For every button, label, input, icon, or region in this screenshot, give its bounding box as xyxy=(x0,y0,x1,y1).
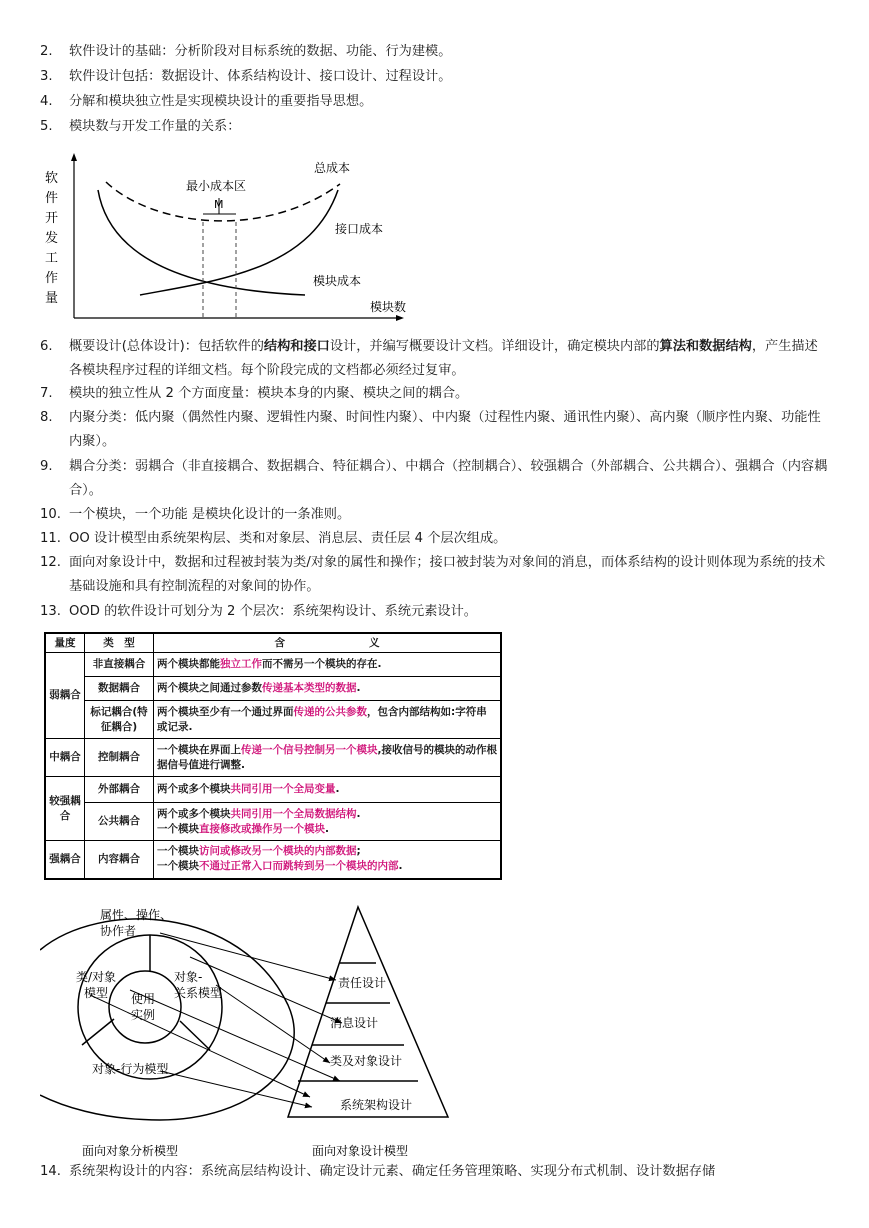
class-obj-label: 类/对象 xyxy=(76,970,117,984)
module-cost-label: 模块成本 xyxy=(313,274,362,288)
interface-cost-curve xyxy=(140,190,338,295)
m-label: M xyxy=(214,198,224,211)
y-label-7: 量 xyxy=(45,291,59,306)
degree-stronger: 较强耦合 xyxy=(45,777,85,841)
y-label-1: 软 xyxy=(45,171,59,186)
attr-label: 属性、操作、 xyxy=(100,908,173,922)
ood-caption: 面向对象设计模型 xyxy=(312,1144,409,1158)
list-item-9: 9. 耦合分类：弱耦合（非直接耦合、数据耦合、特征耦合）、中耦合（控制耦合）、较强耦合（外部耦合、公共耦合）、强耦合（内容耦合）。 xyxy=(40,459,828,498)
y-label-3: 开 xyxy=(45,211,59,226)
coupling-table xyxy=(44,632,502,880)
ooa-caption: 面向对象分析模型 xyxy=(82,1144,179,1158)
resp-design-label: 责任设计 xyxy=(338,976,387,990)
list-item-4: 4. 分解和模块独立性是实现模块设计的重要指导思想。 xyxy=(40,94,373,109)
min-cost-region-label: 最小成本区 xyxy=(186,179,247,193)
table-header-row xyxy=(45,633,501,653)
total-cost-label: 总成本 xyxy=(314,161,351,175)
ooa-ood-diagram xyxy=(40,895,460,1160)
analysis-outer-circle xyxy=(40,919,294,1120)
table-row: 中耦合 控制耦合 一个模块在界面上传递一个信号控制另一个模块,接收信号的模块的动作根据信号值进行调整. xyxy=(45,739,501,777)
list-item-12: 12. 面向对象设计中，数据和过程被封装为类/对象的属性和操作；接口被封装为对象间的消息，而体系结构的设计则体现为系统的技术基础设施和具有控制流程的对象间的协作。 xyxy=(40,555,826,594)
list-item-13: 13. OOD 的软件设计可划分为 2 个层次：系统架构设计、系统元素设计。 xyxy=(40,604,477,619)
table-row: 数据耦合 两个模块之间通过参数传递基本类型的数据. xyxy=(45,677,501,701)
table-row: 强耦合 内容耦合 一个模块访问或修改另一个模块的内部数据; 一个模块不通过正常入口而跳转到另一个模块的内部. xyxy=(45,841,501,879)
table-row: 弱耦合 非直接耦合 两个模块都能独立工作而不需另一个模块的存在. xyxy=(45,653,501,677)
case-label: 实例 xyxy=(131,1008,156,1022)
degree-weak: 弱耦合 xyxy=(45,653,85,739)
list-item-7: 7. 模块的独立性从 2 个方面度量：模块本身的内聚、模块之间的耦合。 xyxy=(40,386,469,401)
degree-medium: 中耦合 xyxy=(45,739,85,777)
table-row: 公共耦合 两个或多个模块共同引用一个全局数据结构. 一个模块直接修改或操作另一个模块. xyxy=(45,803,501,841)
design-pyramid xyxy=(288,907,448,1117)
y-label-2: 件 xyxy=(45,191,59,206)
list-item-8: 8. 内聚分类：低内聚（偶然性内聚、逻辑性内聚、时间性内聚）、中内聚（过程性内聚、通讯性内聚）、高内聚（顺序性内聚、功能性内聚）。 xyxy=(40,410,821,449)
rel-model-label: 关系模型 xyxy=(174,986,223,1000)
list-item-3: 3. 软件设计包括：数据设计、体系结构设计、接口设计、过程设计。 xyxy=(40,69,452,84)
collab-label: 协作者 xyxy=(100,924,137,938)
y-label-6: 作 xyxy=(45,271,59,286)
y-label-4: 发 xyxy=(45,231,59,246)
list-item-5: 5. 模块数与开发工作量的关系： xyxy=(40,119,241,134)
list-item-14: 14. 系统架构设计的内容：系统高层结构设计、确定设计元素、确定任务管理策略、实现分布式机制、设计数据存储 xyxy=(40,1164,716,1179)
table-row: 标记耦合(特征耦合) 两个模块至少有一个通过界面传递的公共参数，包含内部结构如:字符串或记录. xyxy=(45,701,501,739)
degree-strong: 强耦合 xyxy=(45,841,85,879)
list-item-6: 6. 概要设计(总体设计)：包括软件的结构和接口设计，并编写概要设计文档。详细设计，确定模块内部的算法和数据结构，产生描述各模块程序过程的详细文档。每个阶段完成的文档都必须经过复审。 xyxy=(40,339,818,378)
use-label: 使用 xyxy=(131,992,156,1006)
module-cost-curve xyxy=(98,190,305,295)
class-design-label: 类及对象设计 xyxy=(330,1054,403,1068)
list-item-11: 11. OO 设计模型由系统架构层、类和对象层、消息层、责任层 4 个层次组成。 xyxy=(40,531,507,546)
arch-design-label: 系统架构设计 xyxy=(340,1098,413,1112)
list-item-10: 10. 一个模块，一个功能 是模块化设计的一条准则。 xyxy=(40,507,351,522)
header-meaning: 含 义 xyxy=(154,633,502,653)
class-model-label: 模型 xyxy=(84,986,109,1000)
header-degree: 量度 xyxy=(45,633,85,653)
y-label-5: 工 xyxy=(45,251,59,266)
interface-cost-label: 接口成本 xyxy=(335,222,384,236)
list-item-2: 2. 软件设计的基础：分析阶段对目标系统的数据、功能、行为建模。 xyxy=(40,44,452,59)
msg-design-label: 消息设计 xyxy=(330,1016,379,1030)
module-cost-chart xyxy=(40,150,410,325)
obj-rel-label: 对象- xyxy=(174,970,203,984)
header-type: 类 型 xyxy=(85,633,154,653)
table-row: 较强耦合 外部耦合 两个或多个模块共同引用一个全局变量. xyxy=(45,777,501,803)
behavior-model-label: 对象-行为模型 xyxy=(92,1062,169,1076)
x-axis-label: 模块数 xyxy=(370,300,407,314)
